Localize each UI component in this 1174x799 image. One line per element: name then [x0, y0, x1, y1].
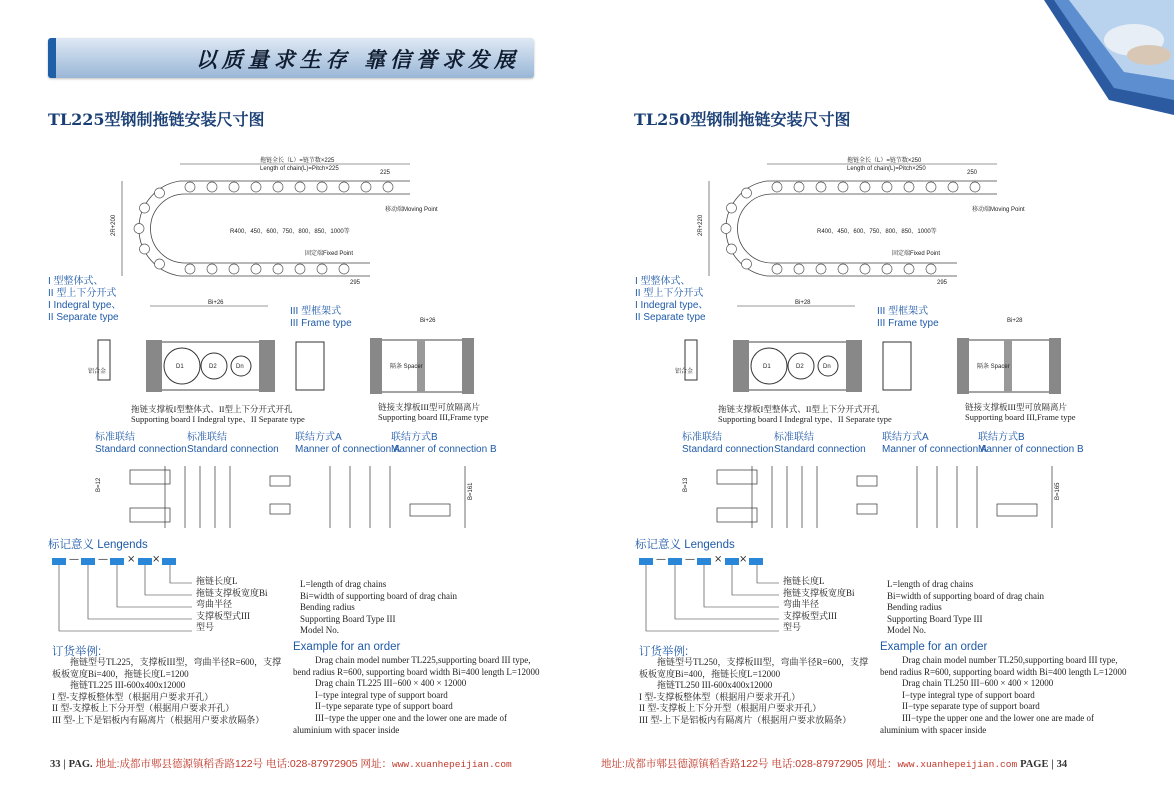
chain-link: [926, 264, 936, 274]
connection-b-label: B=12: [96, 477, 102, 492]
connection-b2-label: B=165: [1055, 482, 1061, 500]
legend-en-list: [300, 579, 457, 637]
type-label: II Separate type: [48, 312, 119, 323]
connection-b2-label: B=161: [468, 482, 474, 500]
board12-caption: 拖链支撑板I型整体式、II型上下分开式开孔 Supporting board I Indegral type、II Separate type: [131, 404, 305, 424]
type-label: II Separate type: [635, 312, 706, 323]
frame-label: III Frame type: [290, 318, 352, 329]
svg-text:Dn: Dn: [236, 364, 244, 370]
chain-link: [726, 244, 736, 254]
svg-text:D1: D1: [176, 364, 184, 370]
order-cn-line: 拖链TL250 III-600x400x12000: [657, 680, 773, 691]
legends-title: 标记意义 Lengends: [48, 539, 148, 551]
legend-code-box: [162, 558, 176, 565]
address-left: 地址:成都市郫县德源镇稻香路122号: [95, 758, 264, 770]
frame-width-label: Bi+28: [1007, 318, 1023, 324]
svg-text:隔条 Spacer: 隔条 Spacer: [977, 364, 1010, 370]
type-label: II 型上下分开式: [635, 288, 704, 299]
chain-link: [295, 182, 305, 192]
order-cn-list: [52, 657, 292, 727]
type-label: I 型整体式、: [48, 276, 104, 287]
chain-link: [317, 182, 327, 192]
chain-diagram: [697, 156, 1027, 296]
legend-cn-item: 弯曲半径: [783, 599, 820, 610]
legend-leader-lines: [52, 565, 202, 645]
chain-link: [721, 224, 731, 234]
board-width-label: Bi+26: [208, 300, 224, 306]
tail-label: 295: [350, 280, 361, 286]
chain-link: [882, 182, 892, 192]
connection-type: 联结方式A Manner of connection A: [295, 432, 401, 455]
chain-link: [772, 264, 782, 274]
legend-code-box: [138, 558, 152, 565]
order-en-list: [293, 655, 548, 736]
order-en-line: Drag chain model number TL225,supporting board III type,: [315, 655, 531, 665]
height-label: 2R+200: [111, 214, 117, 236]
board-diagram: [675, 300, 885, 410]
left-page: [0, 0, 587, 760]
order-title-cn: 订货举例:: [52, 646, 102, 658]
chain-link: [970, 182, 980, 192]
page-label-left: PAG.: [68, 759, 93, 770]
legend-cn-list: [196, 576, 268, 634]
connection-diagrams: [96, 460, 530, 540]
connection-type: 标准联结 Standard connection: [187, 432, 279, 455]
legend-en-item: Bending radius: [300, 602, 355, 613]
frame-label: III Frame type: [877, 318, 939, 329]
fixed-point-label: 固定端Fixed Point: [892, 251, 941, 257]
order-cn-list: [639, 657, 879, 727]
order-en-line: Drag chain model number TL250,supporting board III type,: [902, 655, 1118, 665]
order-cn-line: I 型-支撑板整体型（根据用户要求开孔）: [639, 691, 801, 702]
type-label: I Indegral type、: [48, 300, 122, 311]
chain-link: [139, 244, 149, 254]
legend-en-list: [887, 579, 1044, 637]
chain-link: [838, 182, 848, 192]
legend-cn-list: [783, 576, 855, 634]
chain-link: [339, 264, 349, 274]
legend-code-boxes: — — × ×: [52, 558, 182, 570]
frame-label: III 型框架式: [877, 306, 929, 317]
order-en-line: aluminium with spacer inside: [880, 724, 987, 735]
legend-code-box: [110, 558, 124, 565]
chain-link: [860, 182, 870, 192]
legend-code-box: [639, 558, 653, 565]
fixed-point-label: 固定端Fixed Point: [305, 251, 354, 257]
legend-en-item: Bi=width of supporting board of drag chain: [887, 590, 1045, 601]
pitch-label: 225: [380, 170, 391, 176]
web-label-left: 网址：: [360, 758, 393, 770]
order-cn-line: I 型-支撑板整体型（根据用户要求开孔）: [52, 691, 214, 702]
order-title-en: Example for an order: [880, 641, 988, 653]
chain-link: [134, 224, 144, 234]
connection-type: 联结方式B Manner of connection B: [391, 432, 497, 455]
legend-cn-item: 拖链长度L: [196, 576, 238, 586]
radius-label: R400、450、600、750、800、850、1000等: [817, 229, 937, 235]
chain-link: [207, 264, 217, 274]
chain-link: [273, 182, 283, 192]
order-cn-line: 拖链TL225 III-600x400x12000: [70, 680, 186, 691]
chain-link: [155, 259, 165, 269]
legend-cn-item: 拖链长度L: [783, 576, 825, 586]
length-label-en: Length of chain(L)=Pitch×250: [847, 166, 926, 172]
svg-text:隔条 Spacer: 隔条 Spacer: [390, 364, 423, 370]
slogan-text: 以质量求生存 靠信誉求发展: [195, 47, 520, 72]
legend-cn-item: 拖链支撑板宽度Bi: [783, 587, 855, 598]
legend-code-box: [81, 558, 95, 565]
chain-link: [207, 182, 217, 192]
order-cn-line: III 型-上下是铝板内有隔离片（根据用户要求放隔条）: [639, 714, 852, 725]
page-title: TL225型钢制拖链安装尺寸图: [48, 110, 265, 129]
order-en-line: Drag chain TL250 III−600 × 400 × 12000: [902, 678, 1054, 689]
board3-caption: 链接支撑板III型可放隔离片 Supporting board III,Frame type: [378, 402, 489, 422]
svg-text:铝合金: 铝合金: [675, 369, 694, 375]
chain-diagram: [110, 156, 440, 296]
connection-labels: [682, 432, 1174, 460]
order-cn-line: II 型-支撑板上下分开型（根据用户要求开孔）: [639, 703, 822, 714]
connection-labels: [95, 432, 615, 460]
page-number-left: 33: [50, 759, 61, 770]
chain-link: [860, 264, 870, 274]
legend-code-box: [725, 558, 739, 565]
chain-link: [339, 182, 349, 192]
type-label: I 型整体式、: [635, 276, 691, 287]
tail-label: 295: [937, 280, 948, 286]
chain-link: [742, 259, 752, 269]
chain-link: [816, 264, 826, 274]
svg-text:D2: D2: [209, 364, 217, 370]
page-title: TL250型钢制拖链安装尺寸图: [634, 110, 851, 129]
legend-code-box: [52, 558, 66, 565]
legend-en-item: Bi=width of supporting board of drag chain: [300, 590, 458, 601]
chain-link: [155, 188, 165, 198]
length-label-en: Length of chain(L)=Pitch×225: [260, 166, 339, 172]
legend-code-box: [668, 558, 682, 565]
legend-cn-item: 型号: [783, 622, 802, 633]
order-en-line: I−type integral type of support board: [902, 689, 1035, 700]
order-en-line: Drag chain TL225 III−600 × 400 × 12000: [315, 678, 467, 689]
chain-link: [251, 264, 261, 274]
address-right: 地址:成都市郫县德源镇稻香路122号: [601, 758, 769, 770]
order-cn-line: 拖链型号TL225，支撑板III型，弯曲半径R=600，支撑: [70, 657, 282, 667]
connection-b-label: B=13: [683, 477, 689, 492]
chain-link: [295, 264, 305, 274]
legend-code-box: [749, 558, 763, 565]
web-label-right: 网址：: [865, 758, 898, 770]
order-cn-line: II 型-支撑板上下分开型（根据用户要求开孔）: [52, 703, 235, 714]
order-en-line: bend radius R=600, supporting board width Bi=400 length L=12000: [880, 666, 1127, 677]
legend-code-boxes: — — × ×: [639, 558, 769, 570]
frame-width-label: Bi+26: [420, 318, 436, 324]
legend-cn-item: 支撑板型式III: [783, 610, 837, 621]
chain-link: [926, 182, 936, 192]
chain-link: [948, 182, 958, 192]
chain-link: [229, 182, 239, 192]
board12-caption: 拖链支撑板I型整体式、II型上下分开式开孔 Supporting board I Indegral type、II Separate type: [718, 404, 892, 424]
legends-title: 标记意义 Lengends: [635, 539, 735, 551]
board-diagram: [88, 300, 298, 410]
legend-cn-item: 支撑板型式III: [196, 610, 250, 621]
order-en-line: I−type integral type of support board: [315, 689, 448, 700]
type-label: II 型上下分开式: [48, 288, 117, 299]
legend-en-item: Bending radius: [887, 602, 942, 613]
board3-caption: 链接支撑板III型可放隔离片 Supporting board III,Frame type: [965, 402, 1076, 422]
chain-link: [882, 264, 892, 274]
pitch-label: 250: [967, 170, 978, 176]
legend-en-item: Model No.: [300, 625, 339, 636]
moving-point-label: 移动端Moving Point: [385, 207, 438, 213]
order-title-en: Example for an order: [293, 641, 401, 653]
footer-left: 33 | PAG. 地址:成都市郫县德源镇稻香路122号 电话:028-87972905 网址：www.xuanhepeijian.com: [50, 758, 512, 770]
legend-cn-item: 拖链支撑板宽度Bi: [196, 587, 268, 598]
legend-en-item: L=length of drag chains: [887, 579, 974, 589]
chain-link: [229, 264, 239, 274]
svg-text:铝合金: 铝合金: [88, 369, 107, 375]
website-left[interactable]: www.xuanhepeijian.com: [392, 759, 512, 770]
frame-label: III 型框架式: [290, 306, 342, 317]
chain-link: [185, 264, 195, 274]
chain-link: [794, 264, 804, 274]
order-en-list: [880, 655, 1135, 736]
legend-en-item: Supporting Board Type III: [300, 613, 396, 624]
chain-link: [273, 264, 283, 274]
legend-en-item: Model No.: [887, 625, 926, 636]
legend-en-item: L=length of drag chains: [300, 579, 387, 589]
chain-link: [317, 264, 327, 274]
chain-link: [772, 182, 782, 192]
order-en-line: III−type the upper one and the lower one are made of: [315, 712, 507, 723]
svg-text:Dn: Dn: [823, 364, 831, 370]
chain-link: [816, 182, 826, 192]
chain-link: [794, 182, 804, 192]
height-label: 2R+220: [698, 214, 704, 236]
radius-label: R400、450、600、750、800、850、1000等: [230, 229, 350, 235]
page-label-right: PAGE: [1020, 759, 1049, 770]
svg-text:D1: D1: [763, 364, 771, 370]
right-page: [587, 0, 1174, 760]
order-en-line: II−type separate type of support board: [902, 701, 1040, 712]
connection-diagrams: [683, 460, 1117, 540]
chain-link: [838, 264, 848, 274]
chain-link: [185, 182, 195, 192]
moving-point-label: 移动端Moving Point: [972, 207, 1025, 213]
legend-en-item: Supporting Board Type III: [887, 613, 983, 624]
order-en-line: bend radius R=600, supporting board width Bi=400 length L=12000: [293, 666, 540, 677]
phone-right: 电话:028-87972905: [771, 758, 864, 770]
chain-link: [726, 203, 736, 213]
order-en-line: III−type the upper one and the lower one are made of: [902, 712, 1094, 723]
website-right[interactable]: www.xuanhepeijian.com: [897, 759, 1018, 770]
length-label: 拖链全长（L）=链节数×225: [260, 158, 335, 164]
frame-diagram: [877, 318, 1067, 408]
chain-link: [139, 203, 149, 213]
legend-leader-lines: [639, 565, 789, 645]
chain-link: [383, 182, 393, 192]
order-cn-line: 板板宽度Bi=400，拖链长度L=12000: [639, 668, 781, 679]
chain-link: [904, 182, 914, 192]
order-cn-line: 板板宽度Bi=400，拖链长度L=1200: [52, 668, 189, 679]
connection-type: 标准联结 Standard connection: [774, 432, 866, 455]
chain-link: [361, 182, 371, 192]
order-title-cn: 订货举例:: [639, 646, 689, 658]
legend-cn-item: 弯曲半径: [196, 599, 233, 610]
board-width-label: Bi+28: [795, 300, 811, 306]
type-label: I Indegral type、: [635, 300, 709, 311]
phone-left: 电话:028-87972905: [265, 758, 358, 770]
connection-type: 联结方式B Manner of connection B: [978, 432, 1084, 455]
footer-right: 地址:成都市郫县德源镇稻香路122号 电话:028-87972905 网址：www.xuanhepeijian.com PAGE | 34: [601, 758, 1068, 770]
legend-code-box: [697, 558, 711, 565]
connection-type: 联结方式A Manner of connection A: [882, 432, 988, 455]
chain-link: [251, 182, 261, 192]
connection-type: 标准联结 Standard connection: [682, 432, 774, 455]
order-en-line: aluminium with spacer inside: [293, 724, 400, 735]
page-number-right: 34: [1056, 759, 1068, 770]
length-label: 拖链全长（L）=链节数×250: [847, 158, 922, 164]
order-cn-line: III 型-上下是铝板内有隔离片（根据用户要求放隔条）: [52, 714, 265, 725]
chain-link: [904, 264, 914, 274]
connection-type: 标准联结 Standard connection: [95, 432, 187, 455]
legend-cn-item: 型号: [196, 622, 215, 633]
chain-link: [742, 188, 752, 198]
order-en-line: II−type separate type of support board: [315, 701, 453, 712]
order-cn-line: 拖链型号TL250，支撑板III型，弯曲半径R=600，支撑: [657, 657, 869, 667]
frame-diagram: [290, 318, 480, 408]
svg-text:D2: D2: [796, 364, 804, 370]
